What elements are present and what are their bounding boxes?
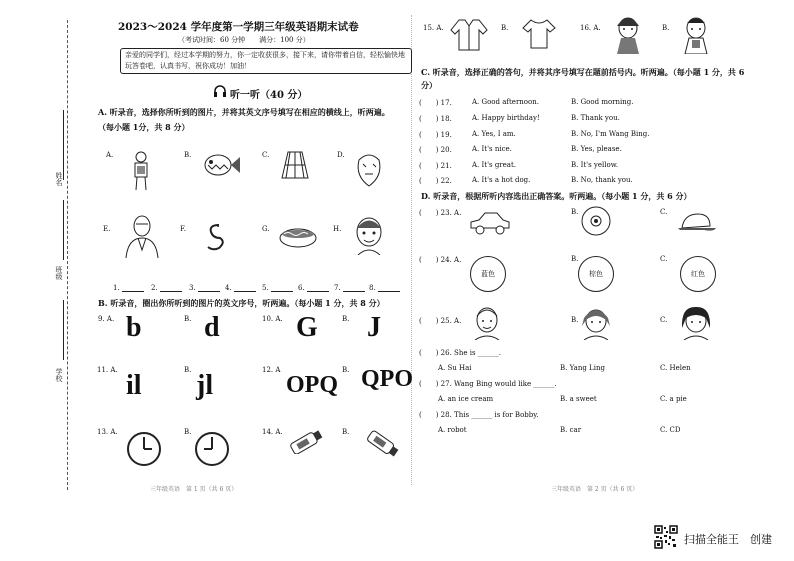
blank-6[interactable] <box>307 291 329 292</box>
q16-girl-a[interactable] <box>611 14 645 54</box>
option-e-label: E. <box>103 225 111 233</box>
part-c-instruction-2: 分） <box>421 80 437 90</box>
q9-label: 9. A. <box>98 315 115 323</box>
q9-b-label: B. <box>184 315 192 323</box>
q19-option-a: A. Yes, I am. <box>472 130 516 138</box>
exam-title: 2023～2024 学年度第一学期三年级英语期末试卷 <box>118 21 359 33</box>
blank-3[interactable] <box>198 291 220 292</box>
blank-1[interactable] <box>122 291 144 292</box>
q17-option-b: B. Good morning. <box>571 98 634 106</box>
option-g-label: G. <box>262 225 270 233</box>
q18-option-b: B. Thank you. <box>571 114 620 122</box>
blank-3-label: 3. <box>189 284 196 292</box>
hotdog-picture[interactable] <box>278 224 318 250</box>
blank-8[interactable] <box>378 291 400 292</box>
q28-stem[interactable]: ( ) 28. This ______ is for Bobby. <box>419 411 539 419</box>
q9-option-b[interactable]: d <box>204 312 220 343</box>
q21-option-b: B. It's yellow. <box>571 161 619 169</box>
blank-4[interactable] <box>234 291 256 292</box>
q27-option-b: B. a sweet <box>560 395 597 403</box>
q26-option-b: B. Yang Ling <box>560 364 605 372</box>
q25-girl-b[interactable] <box>579 304 613 340</box>
section-listen-title: 听一听（40 分） <box>230 90 308 101</box>
q25-label[interactable]: ( ) 25. A. <box>419 317 462 325</box>
part-b-instruction: B. 听录音，圈出你所听到的图片的英文序号，听两遍。（每小题 1 分，共 8 分） <box>98 298 385 308</box>
q10-option-b[interactable]: J <box>367 312 381 343</box>
part-a-instruction: A. 听录音，选择你所听到的图片，并将其英文序号填写在相应的横线上，听两遍。 <box>98 107 390 117</box>
q27-option-a: A. an ice cream <box>438 395 494 403</box>
q24-c-label: C. <box>660 255 668 263</box>
headphones-icon <box>213 85 227 98</box>
option-h-label: H. <box>333 225 342 233</box>
q24-option-blue[interactable]: 蓝色 <box>470 256 506 292</box>
notice-box <box>120 48 412 74</box>
blank-4-label: 4. <box>225 284 232 292</box>
blank-2-label: 2. <box>151 284 158 292</box>
footer-page-1: 三年级英语 第 1 页（共 6 页） <box>150 486 238 493</box>
blank-8-label: 8. <box>369 284 376 292</box>
footer-page-2: 三年级英语 第 2 页（共 6 页） <box>551 486 639 493</box>
q25-b-label: B. <box>571 316 579 324</box>
boy-face-picture[interactable] <box>352 215 386 255</box>
q10-b-label: B. <box>342 315 350 323</box>
blank-5-label: 5. <box>262 284 269 292</box>
q18-number[interactable]: ( ) 18. <box>419 115 452 123</box>
q19-number[interactable]: ( ) 19. <box>419 131 452 139</box>
q16-label: 16. A. <box>580 24 601 32</box>
skirt-picture[interactable] <box>280 150 310 182</box>
q13-clock-a[interactable] <box>126 431 162 467</box>
option-d-label: D. <box>337 151 345 159</box>
q9-option-a[interactable]: b <box>126 312 142 343</box>
q13-label: 13. A. <box>97 428 118 436</box>
q18-option-a: A. Happy birthday! <box>472 114 540 122</box>
q15-b-label: B. <box>501 24 509 32</box>
name-blank[interactable] <box>63 110 64 180</box>
animal-picture[interactable] <box>353 150 385 190</box>
q21-option-a: A. It's great. <box>472 161 517 169</box>
blank-1-label: 1. <box>113 284 120 292</box>
blank-5[interactable] <box>271 291 293 292</box>
q21-number[interactable]: ( ) 21. <box>419 162 452 170</box>
q15-label: 15. A. <box>423 24 444 32</box>
q23-c-label: C. <box>660 208 668 216</box>
school-blank[interactable] <box>63 300 64 360</box>
qr-code-icon <box>654 525 678 549</box>
notice-line2: 玩答卷吧，认真书写，祝你成功！加油！ <box>125 62 251 70</box>
q14-label: 14. A. <box>262 428 283 436</box>
q12-label: 12. A <box>262 366 281 374</box>
part-d-instruction: D. 听录音，根据所听内容选出正确答案。听两遍。（每小题 1 分，共 6 分） <box>421 191 692 201</box>
binding-line <box>67 20 68 490</box>
q28-option-b: B. car <box>560 426 582 434</box>
blank-7[interactable] <box>343 291 365 292</box>
boy-picture[interactable] <box>128 150 154 192</box>
q16-boy-b[interactable] <box>679 14 713 54</box>
option-c-label: C. <box>262 151 270 159</box>
q22-number[interactable]: ( ) 22. <box>419 177 452 185</box>
q22-option-b: B. No, thank you. <box>571 176 633 184</box>
q20-option-b: B. Yes, please. <box>571 145 622 153</box>
q12-option-b[interactable]: QPO <box>361 366 413 392</box>
q24-label[interactable]: ( ) 24. A. <box>419 256 462 264</box>
q28-option-a: A. robot <box>438 426 467 434</box>
q22-option-a: A. It's a hot dog. <box>472 176 531 184</box>
q23-car-a[interactable] <box>469 210 511 236</box>
q19-option-b: B. No, I'm Wang Bing. <box>571 130 650 138</box>
q17-number[interactable]: ( ) 17. <box>419 99 452 107</box>
fish-picture[interactable] <box>202 150 242 180</box>
q23-cd-b[interactable] <box>580 205 612 237</box>
q23-b-label: B. <box>571 208 579 216</box>
q11-label: 11. A. <box>97 366 118 374</box>
class-blank[interactable] <box>63 200 64 260</box>
class-label: 班级 <box>55 266 63 280</box>
q23-cap-c[interactable] <box>674 212 718 234</box>
father-picture[interactable] <box>122 214 162 258</box>
blank-7-label: 7. <box>334 284 341 292</box>
q15-tshirt-b[interactable] <box>521 18 557 50</box>
option-f-label: F. <box>180 225 186 233</box>
blank-6-label: 6. <box>298 284 305 292</box>
notice-line1: 亲爱的同学们，经过本学期的努力，你一定收获很多，接下来，请你带着自信，轻松愉快地 <box>125 51 405 59</box>
blank-2[interactable] <box>160 291 182 292</box>
q14-b-label: B. <box>342 428 350 436</box>
q11-b-label: B. <box>184 366 192 374</box>
q10-label: 10. A. <box>262 315 283 323</box>
q15-jacket-a[interactable] <box>449 18 489 52</box>
q12-option-a[interactable]: OPQ <box>286 372 338 398</box>
q14-bottle-a[interactable] <box>284 428 328 454</box>
q26-option-c: C. Helen <box>660 364 691 372</box>
q25-boy-a[interactable] <box>470 304 504 340</box>
part-c-instruction: C. 听录音，选择正确的答句，并将其序号填写在题前括号内。听两遍。（每小题 1 分，共 6 <box>421 67 745 77</box>
q13-clock-b[interactable] <box>194 431 230 467</box>
q25-girl-c[interactable] <box>679 304 713 340</box>
q17-option-a: A. Good afternoon. <box>472 98 539 106</box>
q26-option-a: A. Su Hai <box>438 364 472 372</box>
exam-info: （考试时间：60 分钟 满分：100 分） <box>178 36 310 44</box>
q27-option-c: C. a pie <box>660 395 687 403</box>
q27-stem[interactable]: ( ) 27. Wang Bing would like ______. <box>419 380 557 388</box>
q14-bottle-b[interactable] <box>361 428 405 460</box>
q13-b-label: B. <box>184 428 192 436</box>
q24-option-brown[interactable]: 棕色 <box>578 256 614 292</box>
q11-option-b[interactable]: jl <box>196 370 214 401</box>
scanner-watermark: 扫描全能王 创建 <box>684 533 772 546</box>
option-a-label: A. <box>106 151 114 159</box>
q11-option-a[interactable]: il <box>126 370 142 401</box>
q20-number[interactable]: ( ) 20. <box>419 146 452 154</box>
page-divider <box>411 15 412 485</box>
snake-picture[interactable] <box>205 222 227 252</box>
q25-c-label: C. <box>660 316 668 324</box>
q23-label[interactable]: ( ) 23. A. <box>419 209 462 217</box>
school-label: 学校 <box>55 368 63 382</box>
q20-option-a: A. It's nice. <box>472 145 512 153</box>
q26-stem[interactable]: ( ) 26. She is ______. <box>419 349 501 357</box>
q12-b-label: B. <box>342 366 350 374</box>
q10-option-a[interactable]: G <box>296 312 318 343</box>
q28-option-c: C. CD <box>660 426 681 434</box>
name-label: 姓名 <box>55 172 63 186</box>
part-a-instruction-2: （每小题 1分，共 8 分） <box>98 122 190 132</box>
option-b-label: B. <box>184 151 192 159</box>
q24-b-label: B. <box>571 255 579 263</box>
q24-option-red[interactable]: 红色 <box>680 256 716 292</box>
q16-b-label: B. <box>662 24 670 32</box>
